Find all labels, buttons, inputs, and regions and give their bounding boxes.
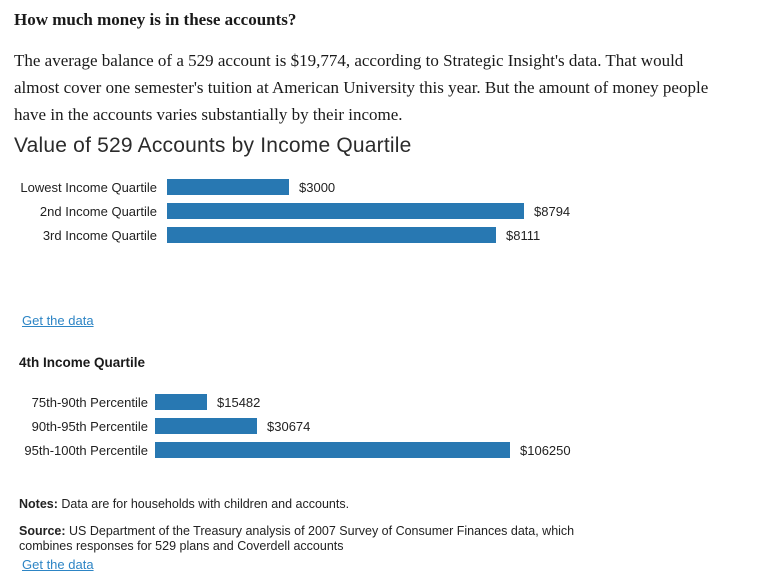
bar-row [0,227,570,243]
bar [167,179,289,195]
fourth-quartile-percentile-chart [0,394,571,458]
fourth-quartile-chart-title: 4th Income Quartile [19,355,146,370]
income-quartile-chart [0,179,570,243]
category-label: 95th-100th Percentile [24,442,148,458]
bar [155,394,207,410]
bar [155,442,510,458]
bar-row [0,418,571,434]
article-heading: How much money is in these accounts? [14,10,297,29]
value-label: $30674 [267,418,311,434]
value-label: $3000 [299,179,336,195]
notes-label: Notes: [19,497,58,511]
bar-row [0,442,571,458]
category-label: Lowest Income Quartile [20,179,157,195]
notes-text: Data are for households with children and accounts. [57,497,350,511]
bar [155,418,257,434]
bar-row [0,179,570,195]
bar [167,203,524,219]
get-the-data-link-bottom[interactable]: Get the data [22,557,94,572]
value-label: $106250 [520,442,571,458]
article-paragraph: The average balance of a 529 account is $19,774, according to Strategic Insight's data. That would almost cover one semester's tuition at American University this year. But the amount of money people have in the accounts varies substantially by their income. [14,51,709,124]
value-label: $15482 [217,394,261,410]
source-text: US Department of the Treasury analysis of 2007 Survey of Consumer Finances data, which combines responses for 529 plans and Coverdell accounts [19,524,575,553]
category-label: 2nd Income Quartile [39,203,157,219]
source-label: Source: [19,524,66,538]
bar [167,227,496,243]
category-label: 90th-95th Percentile [31,418,148,434]
value-label: $8794 [534,203,571,219]
notes-line [19,497,349,511]
chart-title: Value of 529 Accounts by Income Quartile [14,134,412,157]
source-line [19,524,619,554]
category-label: 3rd Income Quartile [42,227,157,243]
get-the-data-link-top[interactable]: Get the data [22,313,94,328]
bar-row [0,203,570,219]
value-label: $8111 [506,227,541,243]
category-label: 75th-90th Percentile [31,394,148,410]
bar-row [0,394,571,410]
